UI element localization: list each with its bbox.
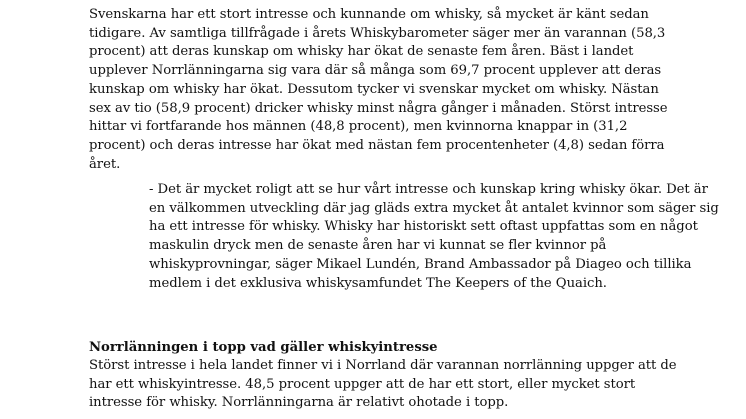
quote-paragraph: - Det är mycket roligt att se hur vårt intresse och kunskap kring whisky ökar. Det är en välkommen utveckling där jag gläds extra mycket åt antalet kvinnor som säger sig ha ett intresse för whisky. Whisky har historiskt sett oftast uppfattas som en något maskulin dryck men de senaste åren har vi kunnat se fler kvinnor på whiskyprovningar, säger Mikael Lundén, Brand Ambassador på Diageo och tillika medlem i det exklusiva whiskysamfundet The Keepers of the Quaich. — [149, 182, 719, 291]
intro-paragraph: Svenskarna har ett stort intresse och kunnande om whisky, så mycket är känt sedan tidigare. Av samtliga tillfrågade i årets Whiskybarometer säger mer än varannan (58,3 procent) att deras kunskap om whisky har ökat de senaste fem åren. Bäst i landet upplever Norrlänningarna sig vara där så många som 69,7 procent upplever att deras kunskap om whisky har ökat. Dessutom tycker vi svenskar mycket om whisky. Nästan sex av tio (58,9 procent) dricker whisky minst några gånger i månaden. Störst intresse hittar vi fortfarande hos männen (48,8 procent), men kvinnorna knappar in (31,2 procent) och deras intresse har ökat med nästan fem procentenheter (4,8) sedan förra året. — [89, 7, 668, 172]
section-heading: Norrlänningen i topp vad gäller whiskyintresse — [89, 340, 438, 355]
section-paragraph: Störst intresse i hela landet finner vi i Norrland där varannan norrlänning uppger att de har ett whiskyintresse. 48,5 procent uppger att de har ett stort, eller mycket stort intresse för whisky. Norrlänningarna är relativt ohotade i topp. — [89, 358, 677, 411]
